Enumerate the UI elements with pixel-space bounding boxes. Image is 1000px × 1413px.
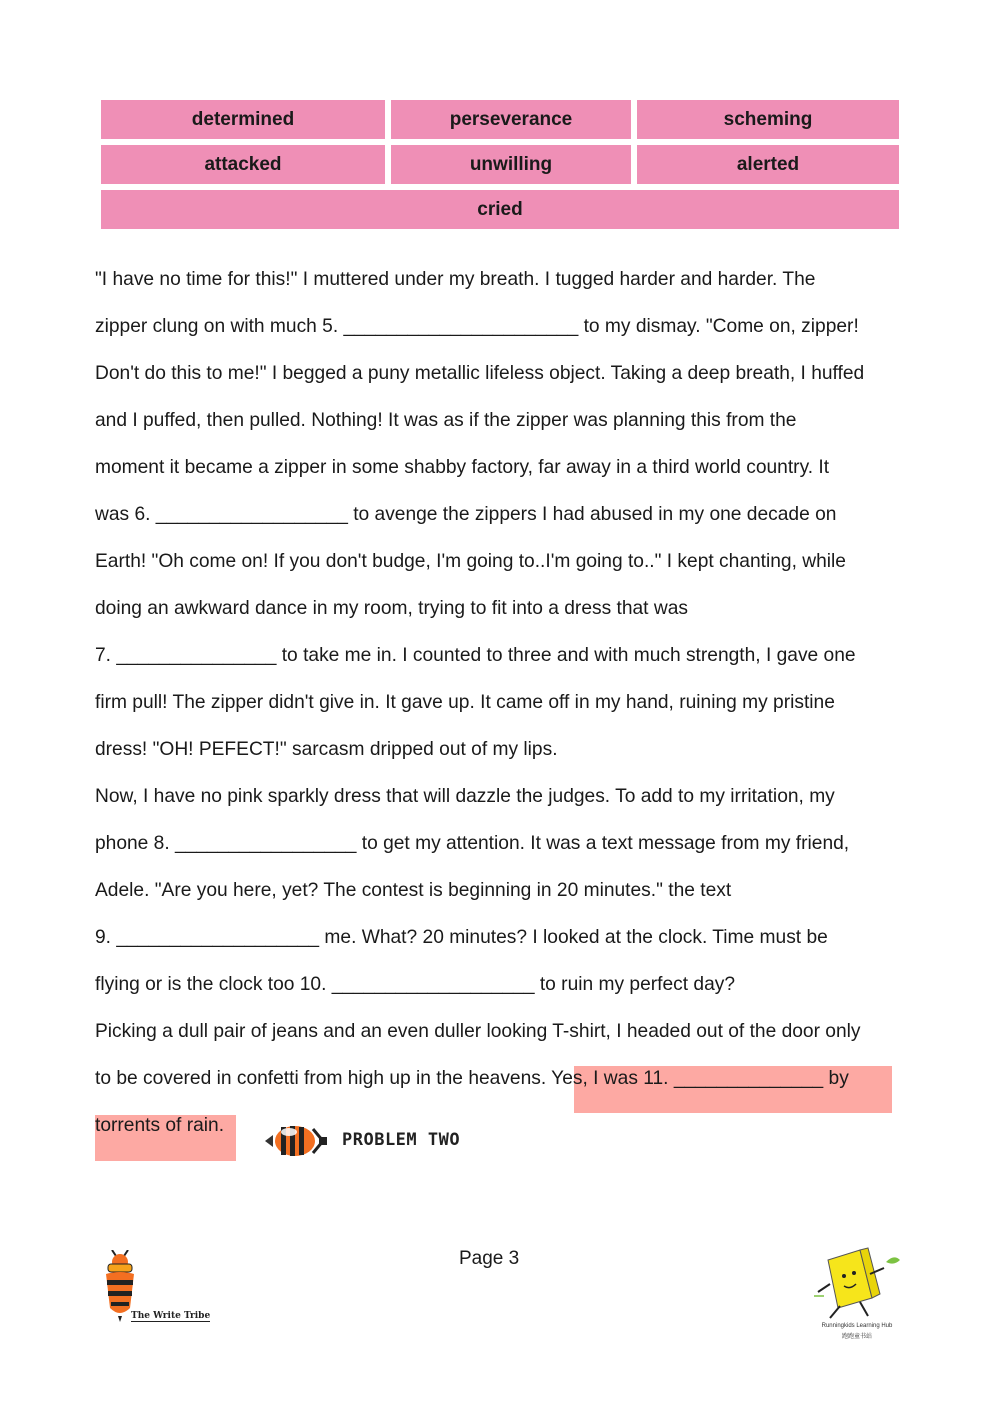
- story-line: "I have no time for this!" I muttered under my breath. I tugged harder and harder. The: [95, 269, 816, 290]
- story-line: to be covered in confetti from high up in the heavens. Yes, I was 11. ______________ by: [95, 1068, 849, 1089]
- story-line: moment it became a zipper in some shabby factory, far away in a third world country. It: [95, 457, 830, 478]
- bee-mascot-icon: [263, 1123, 331, 1159]
- running-book-logo-icon: [810, 1244, 905, 1322]
- story-line: torrents of rain.: [95, 1115, 225, 1136]
- story-line: flying or is the clock too 10. ___________________ to ruin my perfect day?: [95, 974, 736, 995]
- page-number: Page 3: [459, 1248, 520, 1269]
- story-line: 7. _______________ to take me in. I counted to three and with much strength, I gave one: [95, 645, 856, 666]
- story-line: dress! "OH! PEFECT!" sarcasm dripped out of my lips.: [95, 739, 558, 760]
- story-line: was 6. __________________ to avenge the zippers I had abused in my one decade on: [95, 504, 837, 525]
- logo-subtext: 跑跑童书站: [841, 1334, 872, 1340]
- word-bank-word[interactable]: perseverance: [391, 100, 631, 139]
- word-bank: [101, 100, 899, 235]
- story-line: Don't do this to me!" I begged a puny metallic lifeless object. Taking a deep breath, I huffed: [95, 363, 865, 384]
- story-line: 9. ___________________ me. What? 20 minutes? I looked at the clock. Time must be: [95, 927, 828, 948]
- story-line: Now, I have no pink sparkly dress that will dazzle the judges. To add to my irritation, my: [95, 786, 835, 807]
- logo-text: Runningkids Learning Hub: [821, 1323, 893, 1329]
- word-bank-row: [101, 145, 899, 184]
- word-bank-word[interactable]: alerted: [637, 145, 899, 184]
- story-line: doing an awkward dance in my room, trying to fit into a dress that was: [95, 598, 688, 619]
- word-bank-word[interactable]: cried: [101, 190, 899, 229]
- story-line: firm pull! The zipper didn't give in. It gave up. It came off in my hand, ruining my pristine: [95, 692, 835, 713]
- word-bank-word[interactable]: attacked: [101, 145, 385, 184]
- story-line: Adele. "Are you here, yet? The contest is beginning in 20 minutes." the text: [95, 880, 732, 901]
- story-line: zipper clung on with much 5. ______________________ to my dismay. "Come on, zipper!: [95, 316, 859, 337]
- word-bank-word[interactable]: scheming: [637, 100, 899, 139]
- story-line: and I puffed, then pulled. Nothing! It was as if the zipper was planning this from the: [95, 410, 797, 431]
- story-line: Picking a dull pair of jeans and an even duller looking T-shirt, I headed out of the door only: [95, 1021, 861, 1042]
- problem-label: PROBLEM TWO: [342, 1130, 461, 1150]
- word-bank-word[interactable]: determined: [101, 100, 385, 139]
- story-line: phone 8. _________________ to get my attention. It was a text message from my friend,: [95, 833, 850, 854]
- story-line: Earth! "Oh come on! If you don't budge, I'm going to..I'm going to.." I kept chanting, while: [95, 551, 846, 572]
- word-bank-word[interactable]: unwilling: [391, 145, 631, 184]
- word-bank-row: [101, 190, 899, 229]
- word-bank-row: [101, 100, 899, 139]
- logo-text: The Write Tribe: [131, 1311, 211, 1321]
